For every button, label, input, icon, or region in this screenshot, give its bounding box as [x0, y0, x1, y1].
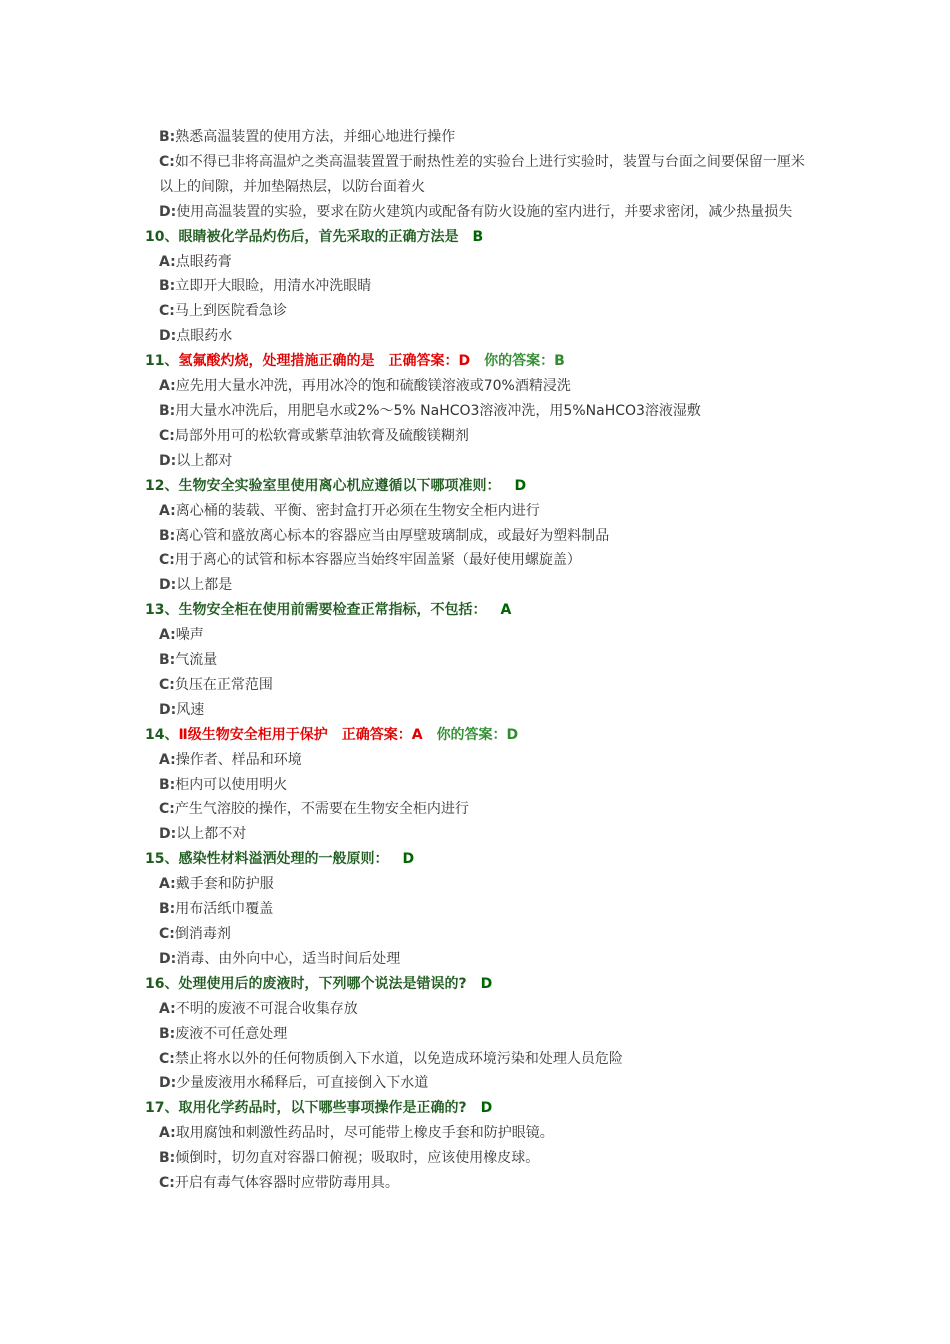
- question-number: 11、: [145, 353, 179, 370]
- option-text: 用于离心的试管和标本容器应当始终牢固盖紧（最好使用螺旋盖）: [174, 552, 581, 569]
- option-text: 使用高温装置的实验，要求在防火建筑内或配备有防火设施的室内进行，并要求密闭，减少热量损失: [176, 203, 793, 220]
- option-text: 开启有毒气体容器时应带防毒用具。: [174, 1175, 399, 1192]
- option-text: 取用腐蚀和刺激性药品时，尽可能带上橡皮手套和防护眼镜。: [175, 1125, 554, 1142]
- option-letter: D:: [159, 203, 177, 220]
- answer-option: [145, 1146, 815, 1171]
- option-text: 负压在正常范围: [174, 676, 273, 693]
- question-text: 17、取用化学药品时，以下哪些事项操作是正确的?: [145, 1100, 467, 1117]
- question-line: [145, 972, 815, 997]
- option-letter: D:: [159, 577, 177, 594]
- option-letter: B:: [159, 527, 176, 544]
- answer-option: [145, 922, 815, 947]
- question-text: 13、生物安全柜在使用前需要检查正常指标，不包括：: [145, 602, 487, 619]
- correct-answer: 正确答案：A: [341, 726, 423, 743]
- answer-option: [145, 797, 815, 822]
- option-text: 熟悉高温装置的使用方法，并细心地进行操作: [175, 129, 456, 145]
- option-text: 离心管和盛放离心标本的容器应当由厚壁玻璃制成，或最好为塑料制品: [175, 527, 610, 544]
- answer-option: [145, 872, 815, 897]
- answer-option: [145, 897, 815, 922]
- question-list: [145, 125, 815, 1196]
- option-letter: B:: [159, 652, 176, 669]
- question-line: [145, 1096, 815, 1121]
- option-text: 马上到医院看急诊: [174, 303, 287, 320]
- answer-option: [145, 773, 815, 798]
- option-text: 废液不可任意处理: [175, 1025, 288, 1042]
- option-text: 噪声: [175, 627, 204, 644]
- option-letter: C:: [159, 303, 175, 320]
- answer-option: [145, 673, 815, 698]
- option-text: 操作者、样品和环境: [175, 751, 302, 768]
- option-text: 离心桶的装载、平衡、密封盒打开必须在生物安全柜内进行: [175, 502, 540, 519]
- option-letter: A:: [159, 502, 176, 519]
- option-letter: B:: [159, 278, 176, 295]
- answer-option: [145, 299, 815, 324]
- option-text: 点眼药水: [176, 328, 233, 345]
- option-letter: D:: [159, 452, 177, 469]
- answer-option: [145, 748, 815, 773]
- option-text: 不明的废液不可混合收集存放: [175, 1000, 358, 1017]
- question-number: 14、: [145, 726, 179, 743]
- option-letter: A:: [159, 627, 176, 644]
- option-letter: C:: [159, 926, 175, 942]
- answer-option: [145, 274, 815, 299]
- option-text: 局部外用可的松软膏或紫草油软膏及硫酸镁糊剂: [174, 427, 469, 444]
- question-line: [145, 598, 815, 623]
- answer-option: [145, 499, 815, 524]
- answer-key: D: [480, 1100, 493, 1117]
- answer-option: [145, 1022, 815, 1047]
- option-letter: C:: [159, 427, 175, 444]
- option-letter: C:: [159, 676, 175, 693]
- question-line: [145, 847, 815, 872]
- option-letter: A:: [159, 1125, 176, 1142]
- option-text: 以上都对: [176, 452, 233, 469]
- question-text: 15、感染性材料溢洒处理的一般原则：: [145, 851, 389, 868]
- your-answer: 你的答案：B: [484, 353, 565, 370]
- option-text: 柜内可以使用明火: [175, 776, 288, 793]
- option-text: 风速: [176, 701, 205, 718]
- answer-key: B: [472, 228, 484, 245]
- answer-option: [145, 374, 815, 399]
- question-text: 16、处理使用后的废液时，下列哪个说法是错误的?: [145, 975, 467, 992]
- option-text: 用大量水冲洗后，用肥皂水或2%～5% NaHCO3溶液冲洗，用5%NaHCO3溶液湿敷: [175, 402, 701, 419]
- question-line-wrong: [145, 723, 815, 748]
- question-text: Ⅱ级生物安全柜用于保护: [178, 726, 328, 743]
- option-letter: B:: [159, 1025, 176, 1042]
- answer-option: [145, 822, 815, 847]
- your-answer: 你的答案：D: [436, 726, 519, 743]
- answer-option: [145, 1071, 815, 1096]
- option-text: 气流量: [175, 652, 218, 669]
- answer-option: [145, 698, 815, 723]
- option-letter: C:: [159, 153, 175, 170]
- option-letter: B:: [159, 901, 176, 918]
- option-letter: D:: [159, 1075, 177, 1092]
- answer-option: [145, 125, 815, 150]
- option-text: 点眼药膏: [175, 253, 232, 270]
- option-text: 倒消毒剂: [174, 926, 231, 942]
- answer-option: [145, 250, 815, 275]
- option-text: 应先用大量水冲洗，再用冰冷的饱和硫酸镁溶液或70%酒精浸洗: [175, 378, 571, 395]
- answer-option: [145, 623, 815, 648]
- option-letter: B:: [159, 1150, 176, 1167]
- answer-option: [145, 150, 815, 200]
- option-letter: B:: [159, 129, 176, 145]
- option-text: 戴手套和防护服: [175, 876, 274, 893]
- option-text: 少量废液用水稀释后，可直接倒入下水道: [176, 1075, 429, 1092]
- option-text: 消毒、由外向中心，适当时间后处理: [176, 950, 401, 967]
- question-line: [145, 225, 815, 250]
- option-letter: D:: [159, 701, 177, 718]
- option-letter: A:: [159, 253, 176, 270]
- option-letter: C:: [159, 801, 175, 818]
- answer-option: [145, 947, 815, 972]
- question-text: 12、生物安全实验室里使用离心机应遵循以下哪项准则：: [145, 477, 501, 494]
- option-letter: B:: [159, 776, 176, 793]
- option-letter: C:: [159, 552, 175, 569]
- answer-key: D: [514, 477, 527, 494]
- option-letter: A:: [159, 378, 176, 395]
- answer-option: [145, 200, 815, 225]
- question-line: [145, 474, 815, 499]
- answer-option: [145, 648, 815, 673]
- answer-key: A: [500, 602, 512, 619]
- answer-option: [145, 1121, 815, 1146]
- option-text: 倾倒时，切勿直对容器口俯视；吸取时，应该使用橡皮球。: [175, 1150, 540, 1167]
- answer-option: [145, 449, 815, 474]
- answer-option: [145, 324, 815, 349]
- option-letter: A:: [159, 1000, 176, 1017]
- option-letter: D:: [159, 950, 177, 967]
- option-letter: B:: [159, 402, 176, 419]
- option-text: 以上都不对: [176, 826, 247, 843]
- option-letter: D:: [159, 826, 177, 843]
- answer-option: [145, 1171, 815, 1196]
- option-letter: A:: [159, 751, 176, 768]
- option-letter: D:: [159, 328, 177, 345]
- answer-option: [145, 424, 815, 449]
- option-text: 以上都是: [176, 577, 233, 594]
- option-letter: C:: [159, 1050, 175, 1067]
- answer-option: [145, 573, 815, 598]
- answer-option: [145, 399, 815, 424]
- answer-option: [145, 997, 815, 1022]
- option-letter: C:: [159, 1175, 175, 1192]
- answer-key: D: [402, 851, 415, 868]
- answer-option: [145, 548, 815, 573]
- option-text: 用布活纸巾覆盖: [175, 901, 274, 918]
- option-text: 如不得已非将高温炉之类高温装置置于耐热性差的实验台上进行实验时，装置与台面之间要保留一厘米以上的间隙，并加垫隔热层，以防台面着火: [159, 153, 805, 195]
- option-text: 禁止将水以外的任何物质倒入下水道，以免造成环境污染和处理人员危险: [174, 1050, 623, 1067]
- question-text: 10、眼睛被化学品灼伤后，首先采取的正确方法是: [145, 228, 459, 245]
- option-text: 立即开大眼睑，用清水冲洗眼睛: [175, 278, 372, 295]
- question-line-wrong: [145, 349, 815, 374]
- answer-key: D: [480, 975, 493, 992]
- option-letter: A:: [159, 876, 176, 893]
- answer-option: [145, 524, 815, 549]
- option-text: 产生气溶胶的操作，不需要在生物安全柜内进行: [174, 801, 469, 818]
- correct-answer: 正确答案：D: [388, 353, 471, 370]
- question-text: 氢氟酸灼烧，处理措施正确的是: [178, 353, 375, 370]
- answer-option: [145, 1047, 815, 1072]
